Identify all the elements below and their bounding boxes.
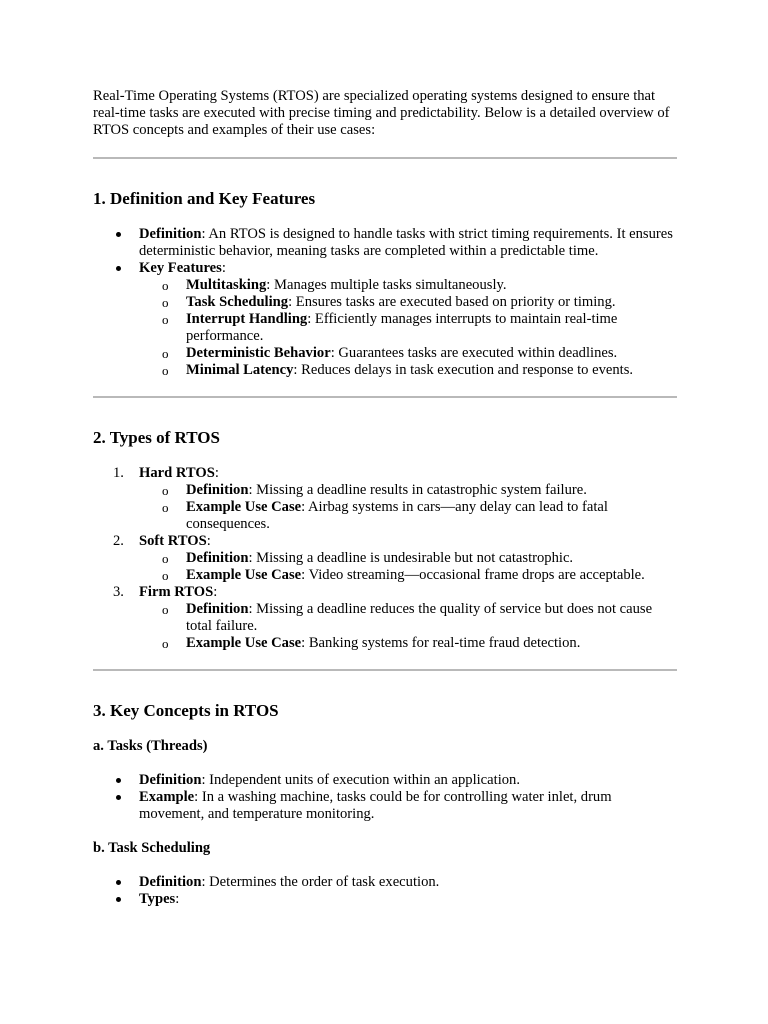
intro-paragraph: Real-Time Operating Systems (RTOS) are specialized operating systems designed to ensure that real-time tasks are executed with precise timing and predictability. Below is a detailed overview of RTOS concepts and examples of their use cases: [93, 88, 670, 138]
list-item: Example: In a washing machine, tasks could be for controlling water inlet, drum movement, and temperature monitoring. [93, 789, 677, 823]
sub-list-item: o Interrupt Handling: Efficiently manages interrupts to maintain real-time performance. [162, 311, 618, 344]
list-item: Types: [93, 891, 677, 908]
section-divider [93, 669, 677, 671]
list-item: Definition: An RTOS is designed to handle tasks with strict timing requirements. It ensures deterministic behavior, meaning tasks are completed within a predictable time. [93, 226, 677, 260]
bullet-icon [116, 795, 121, 800]
bullet-icon [116, 266, 121, 271]
sub-list-item: o Definition: Missing a deadline results in catastrophic system failure. [162, 482, 587, 498]
list-item: 3. Firm RTOS: o Definition: Missing a deadline reduces the quality of service but does not cause total failure. o Example Use Case: Banking systems for real-time fraud detection. [93, 584, 677, 652]
bullet-icon [116, 897, 121, 902]
section-divider [93, 396, 677, 398]
features-sublist [93, 277, 677, 379]
list-item: 2. Soft RTOS: o Definition: Missing a deadline is undesirable but not catastrophic. o Example Use Case: Video streaming—occasional frame drops are acceptable. [93, 533, 677, 584]
sub-list-item: o Example Use Case: Banking systems for real-time fraud detection. [162, 635, 581, 651]
sub-list-item: o Example Use Case: Airbag systems in cars—any delay can lead to fatal consequences. [162, 499, 608, 532]
sub-list-item: o Example Use Case: Video streaming—occasional frame drops are acceptable. [162, 567, 645, 583]
section-2-list [93, 465, 677, 652]
type-sublist [93, 550, 677, 584]
section-1-heading: 1. Definition and Key Features [93, 189, 316, 208]
list-item: Definition: Determines the order of task execution. [93, 874, 677, 891]
bullet-icon [116, 880, 121, 885]
subsection-a-list [93, 772, 677, 823]
list-item: Definition: Independent units of execution within an application. [93, 772, 677, 789]
bullet-icon [116, 232, 121, 237]
bullet-icon [116, 778, 121, 783]
section-1-list [93, 226, 677, 379]
subsection-b-list [93, 874, 677, 908]
sub-list-item: o Definition: Missing a deadline reduces the quality of service but does not cause total failure. [162, 601, 653, 634]
sub-list-item: o Definition: Missing a deadline is undesirable but not catastrophic. [162, 550, 574, 566]
sub-list-item: o Deterministic Behavior: Guarantees tasks are executed within deadlines. [162, 345, 618, 361]
type-sublist [93, 601, 677, 652]
type-sublist [93, 482, 677, 533]
subsection-b-heading: b. Task Scheduling [93, 840, 211, 856]
document-content [93, 88, 677, 908]
section-2-heading: 2. Types of RTOS [93, 428, 220, 447]
section-3-heading: 3. Key Concepts in RTOS [93, 701, 279, 720]
list-item: Key Features: o Multitasking: Manages multiple tasks simultaneously. o Task Scheduling: Ensures tasks are executed based on priority or timing. o Interrupt Handling: Efficiently manages interrupts to maintain real-time performance. o Deterministic Behavior: Guarantees tasks are executed within deadlines. o Minimal Latency: Reduces delays in task execution and response to events. [93, 260, 677, 379]
sub-list-item: o Task Scheduling: Ensures tasks are executed based on priority or timing. [162, 294, 616, 310]
subsection-a-heading: a. Tasks (Threads) [93, 738, 208, 754]
section-divider [93, 157, 677, 159]
sub-list-item: o Minimal Latency: Reduces delays in task execution and response to events. [162, 362, 634, 378]
list-item: 1. Hard RTOS: o Definition: Missing a deadline results in catastrophic system failure. o Example Use Case: Airbag systems in cars—any delay can lead to fatal consequences. [93, 465, 677, 533]
sub-list-item: o Multitasking: Manages multiple tasks simultaneously. [162, 277, 507, 293]
